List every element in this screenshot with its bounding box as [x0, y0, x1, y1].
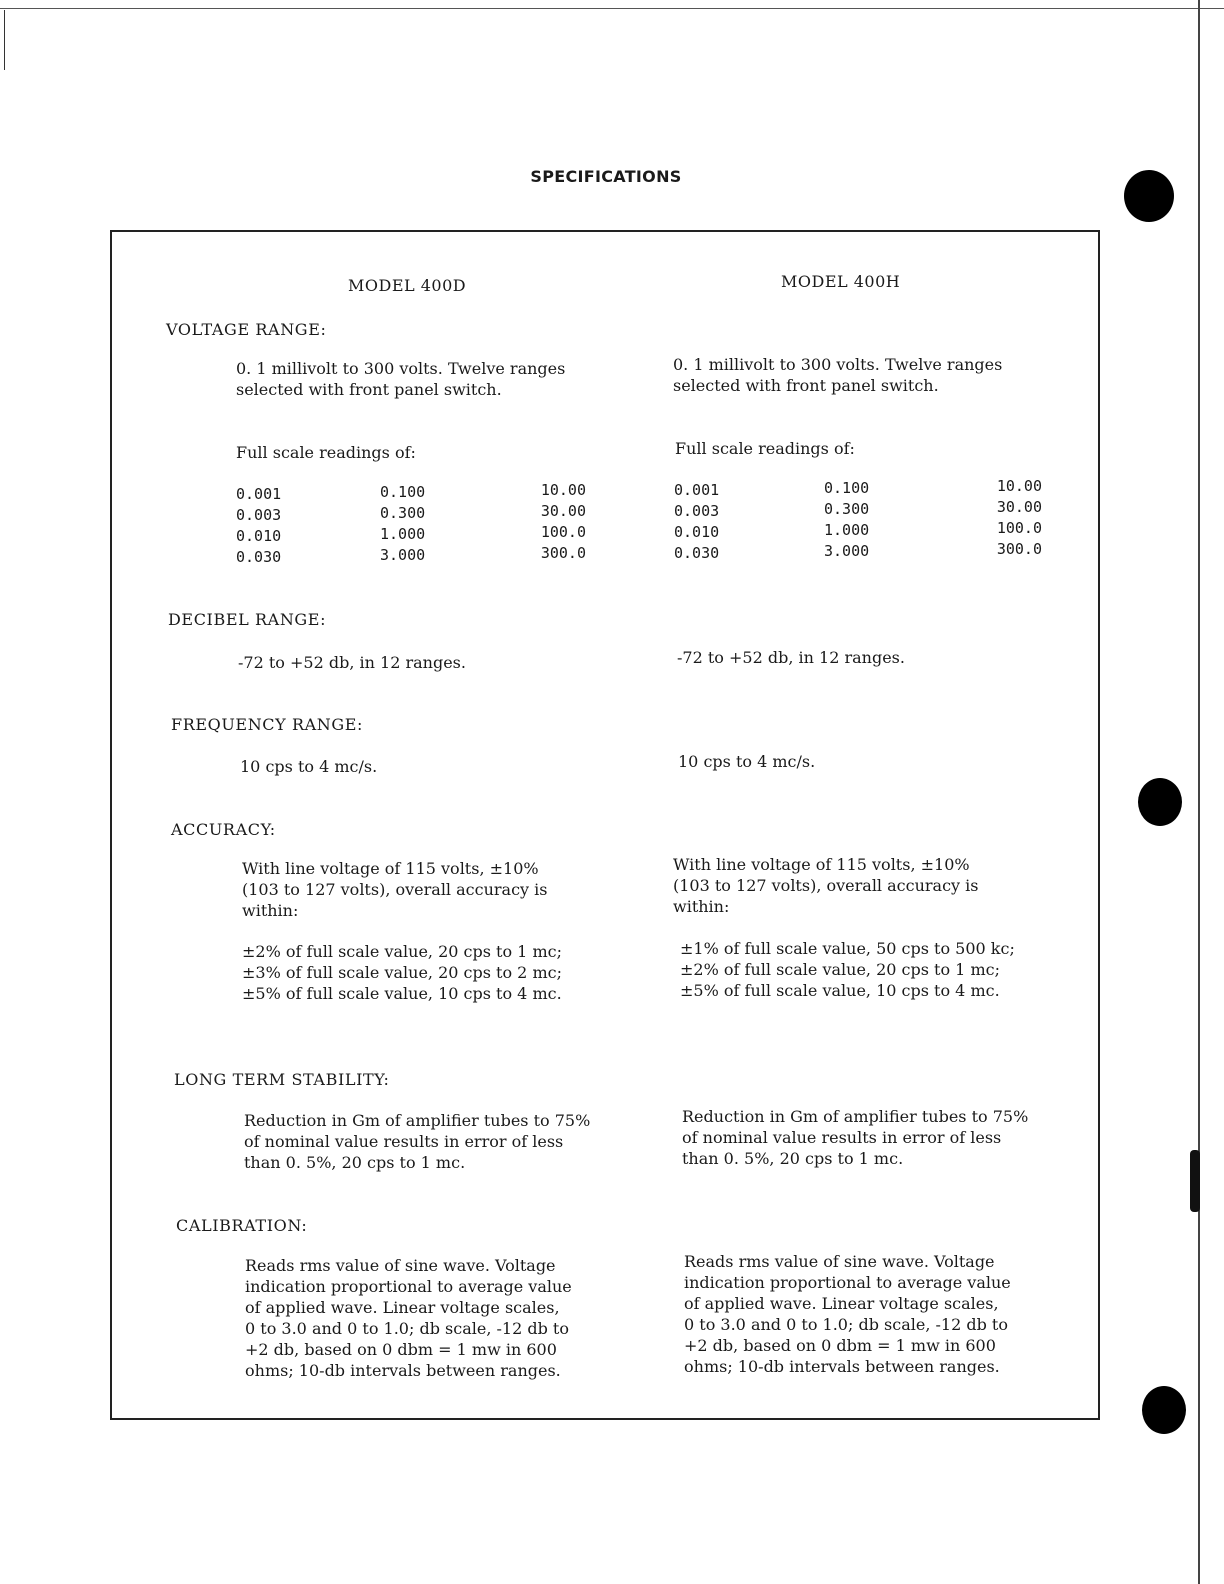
- specifications-box: [110, 230, 1100, 1420]
- frequency-range-left: 10 cps to 4 mc/s.: [240, 757, 378, 776]
- frequency-range-right: 10 cps to 4 mc/s.: [678, 752, 816, 771]
- text-line: 0 to 3.0 and 0 to 1.0; db scale, -12 db to: [684, 1315, 1008, 1334]
- accuracy-left-items: [242, 941, 562, 1004]
- binder-hole-middle: [1138, 778, 1182, 826]
- text-line: Reduction in Gm of amplifier tubes to 75%: [244, 1111, 591, 1130]
- text-line: Reduction in Gm of amplifier tubes to 75%: [682, 1107, 1029, 1126]
- section-label-calibration: CALIBRATION:: [176, 1216, 308, 1235]
- accuracy-left-description: [242, 858, 548, 921]
- accuracy-right-items: [680, 938, 1015, 1001]
- binder-hole-bottom: [1142, 1386, 1186, 1434]
- text-line: 0 to 3.0 and 0 to 1.0; db scale, -12 db to: [245, 1319, 569, 1338]
- reading-value: 0.100: [824, 479, 870, 497]
- full-scale-label-right: Full scale readings of:: [675, 439, 855, 458]
- section-label-voltage-range: VOLTAGE RANGE:: [166, 320, 327, 339]
- reading-value: 100.0: [540, 523, 586, 541]
- text-line: than 0. 5%, 20 cps to 1 mc.: [244, 1153, 466, 1172]
- reading-value: 0.300: [380, 504, 426, 522]
- text-line: 0. 1 millivolt to 300 volts. Twelve ranges: [236, 359, 566, 378]
- readings-left-col2: [380, 482, 425, 566]
- reading-value: 0.003: [236, 506, 282, 524]
- text-line: of nominal value results in error of less: [682, 1128, 1002, 1147]
- binder-tab-edge: [1190, 1150, 1200, 1212]
- text-line: of applied wave. Linear voltage scales,: [684, 1294, 999, 1313]
- accuracy-right-description: [673, 854, 979, 917]
- text-line: indication proportional to average value: [245, 1277, 572, 1296]
- accuracy-item: ±2% of full scale value, 20 cps to 1 mc;: [680, 960, 1000, 979]
- full-scale-label-left: Full scale readings of:: [236, 443, 416, 462]
- section-label-accuracy: ACCURACY:: [171, 820, 276, 839]
- reading-value: 0.010: [674, 523, 720, 541]
- section-label-frequency-range: FREQUENCY RANGE:: [171, 715, 364, 734]
- reading-value: 0.001: [236, 485, 282, 503]
- reading-value: 1.000: [824, 521, 870, 539]
- reading-value: 0.010: [236, 527, 282, 545]
- text-line: +2 db, based on 0 dbm = 1 mw in 600: [684, 1336, 996, 1355]
- section-label-long-term-stability: LONG TERM STABILITY:: [174, 1070, 390, 1089]
- section-label-decibel-range: DECIBEL RANGE:: [168, 610, 327, 629]
- text-line: selected with front panel switch.: [236, 380, 502, 399]
- reading-value: 3.000: [380, 546, 426, 564]
- text-line: ohms; 10-db intervals between ranges.: [245, 1361, 561, 1380]
- decibel-range-right: -72 to +52 db, in 12 ranges.: [677, 648, 905, 667]
- long-term-stability-left: [244, 1110, 590, 1173]
- page-title: SPECIFICATIONS: [530, 167, 682, 186]
- model-heading-right: MODEL 400H: [781, 272, 901, 291]
- text-line: With line voltage of 115 volts, ±10%: [242, 859, 539, 878]
- text-line: of applied wave. Linear voltage scales,: [245, 1298, 560, 1317]
- accuracy-item: ±5% of full scale value, 10 cps to 4 mc.: [242, 984, 562, 1003]
- reading-value: 300.0: [540, 544, 586, 562]
- reading-value: 0.030: [674, 544, 720, 562]
- reading-value: 10.00: [996, 477, 1042, 495]
- reading-value: 100.0: [996, 519, 1042, 537]
- reading-value: 0.300: [824, 500, 870, 518]
- text-line: selected with front panel switch.: [673, 376, 939, 395]
- reading-value: 0.030: [236, 548, 282, 566]
- scan-top-edge-line: [0, 8, 1224, 9]
- reading-value: 1.000: [380, 525, 426, 543]
- text-line: Reads rms value of sine wave. Voltage: [245, 1256, 556, 1275]
- scan-right-edge-line: [1198, 0, 1200, 1584]
- readings-right-col2: [824, 478, 869, 562]
- voltage-range-left-description: [236, 358, 616, 400]
- accuracy-item: ±5% of full scale value, 10 cps to 4 mc.: [680, 981, 1000, 1000]
- scan-left-edge-line: [4, 10, 5, 70]
- reading-value: 3.000: [824, 542, 870, 560]
- model-heading-left: MODEL 400D: [348, 276, 467, 295]
- text-line: indication proportional to average value: [684, 1273, 1011, 1292]
- accuracy-item: ±3% of full scale value, 20 cps to 2 mc;: [242, 963, 562, 982]
- text-line: of nominal value results in error of less: [244, 1132, 564, 1151]
- readings-left-col3: [522, 480, 586, 564]
- reading-value: 0.001: [674, 481, 720, 499]
- text-line: than 0. 5%, 20 cps to 1 mc.: [682, 1149, 904, 1168]
- text-line: +2 db, based on 0 dbm = 1 mw in 600: [245, 1340, 557, 1359]
- reading-value: 10.00: [540, 481, 586, 499]
- decibel-range-left: -72 to +52 db, in 12 ranges.: [238, 653, 466, 672]
- reading-value: 0.100: [380, 483, 426, 501]
- calibration-left: [245, 1255, 572, 1381]
- reading-value: 0.003: [674, 502, 720, 520]
- text-line: (103 to 127 volts), overall accuracy is: [242, 880, 548, 899]
- text-line: within:: [673, 897, 730, 916]
- text-line: (103 to 127 volts), overall accuracy is: [673, 876, 979, 895]
- text-line: Reads rms value of sine wave. Voltage: [684, 1252, 995, 1271]
- reading-value: 30.00: [996, 498, 1042, 516]
- reading-value: 30.00: [540, 502, 586, 520]
- readings-right-col1: [674, 480, 719, 564]
- text-line: ohms; 10-db intervals between ranges.: [684, 1357, 1000, 1376]
- readings-right-col3: [976, 476, 1042, 560]
- text-line: within:: [242, 901, 299, 920]
- text-line: With line voltage of 115 volts, ±10%: [673, 855, 970, 874]
- text-line: 0. 1 millivolt to 300 volts. Twelve ranges: [673, 355, 1003, 374]
- accuracy-item: ±2% of full scale value, 20 cps to 1 mc;: [242, 942, 562, 961]
- accuracy-item: ±1% of full scale value, 50 cps to 500 kc;: [680, 939, 1015, 958]
- readings-left-col1: [236, 484, 281, 568]
- voltage-range-right-description: [673, 354, 1053, 396]
- calibration-right: [684, 1251, 1011, 1377]
- reading-value: 300.0: [996, 540, 1042, 558]
- long-term-stability-right: [682, 1106, 1028, 1169]
